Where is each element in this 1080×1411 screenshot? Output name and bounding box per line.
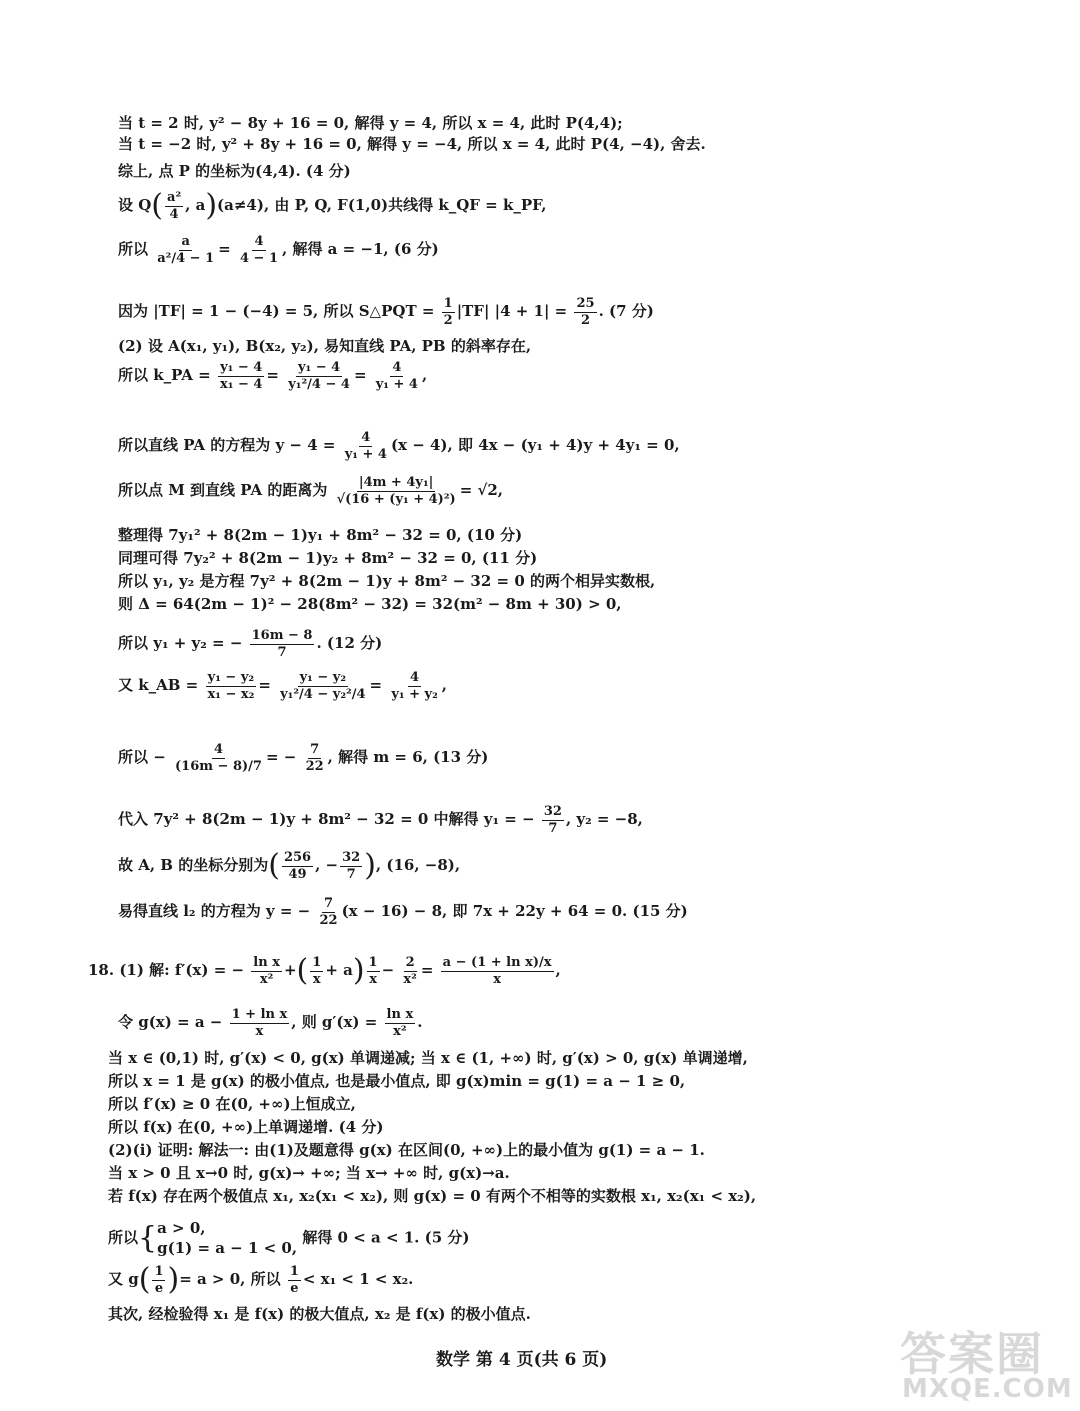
fraction: $\frac{16m - 8}{7}$ xyxy=(251,628,313,660)
text-line: 代入 7y² + 8(2m − 1)y + 8m² − 32 = 0 中解得 y₁ = − $\frac{32}{7}$ , y₂ = −8, xyxy=(118,804,643,836)
fraction: $\frac{\text{y₁ − 4}}{\text{x₁ − 4}}$ xyxy=(219,360,263,392)
text-line: 故 A, B 的坐标分别为( $\frac{256}{49}$ , − $\frac{32}{7}$ ), (16, −8), xyxy=(118,848,461,884)
fraction: $\frac{25}{2}$ xyxy=(576,296,595,328)
text-line: 所以 − $\frac{4}{(16m - 8)/7}$ = − $\frac{7}{22}$ , 解得 m = 6, (13 分) xyxy=(118,742,489,774)
text-line: 因为 |TF| = 1 − (−4) = 5, 所以 S△PQT = $\frac{1}{2}$ |TF| |4 + 1| = $\frac{25}{2}$ . (7 分) xyxy=(118,296,654,328)
text-line: 当 t = 2 时, y² − 8y + 16 = 0, 解得 y = 4, 所以 x = 4, 此时 P(4,4); xyxy=(118,114,623,132)
text-line: (2)(i) 证明: 解法一: 由(1)及题意得 g(x) 在区间(0, +∞)上的最小值为 g(1) = a − 1. xyxy=(108,1141,705,1159)
fraction: $\frac{a}{\text{a²/4 − 1}}$ xyxy=(157,234,215,266)
fraction: $\frac{1}{e}$ xyxy=(289,1264,299,1296)
fraction: $\frac{1}{x}$ xyxy=(312,955,322,987)
text-line: 所以点 M 到直线 PA 的距离为 $\frac{\text{|4m + 4y₁|}}{\text{√(16 + (y₁ + 4)²)}}$ = √2, xyxy=(118,475,503,507)
fraction: $\frac{4}{\text{y₁ + 4}}$ xyxy=(344,430,387,462)
fraction: $\frac{32}{7}$ xyxy=(342,850,361,882)
text-line: 当 x ∈ (0,1) 时, g′(x) < 0, g(x) 单调递减; 当 x ∈ (1, +∞) 时, g′(x) > 0, g(x) 单调递增, xyxy=(108,1049,748,1067)
fraction: $\frac{4}{(16m - 8)/7}$ xyxy=(175,742,262,774)
fraction: $\frac{\text{ln x}}{\text{x²}}$ xyxy=(253,955,280,987)
text-line: 所以 y₁ + y₂ = − $\frac{16m - 8}{7}$ . (12 分) xyxy=(118,628,383,660)
fraction: $\frac{\text{y₁ − 4}}{\text{y₁²/4 − 4}}$ xyxy=(288,360,350,392)
text-line: 所以 $\frac{a}{\text{a²/4 − 1}}$ = $\frac{4}{4 - 1}$ , 解得 a = −1, (6 分) xyxy=(118,234,439,266)
text-line: 当 t = −2 时, y² + 8y + 16 = 0, 解得 y = −4, 所以 x = 4, 此时 P(4, −4), 舍去. xyxy=(118,135,706,153)
watermark-text: 答案圈 xyxy=(900,1327,1044,1381)
text-line: 则 Δ = 64(2m − 1)² − 28(8m² − 32) = 32(m² − 8m + 30) > 0, xyxy=(118,595,622,613)
text-line: 所以直线 PA 的方程为 y − 4 = $\frac{4}{\text{y₁ + 4}}$ (x − 4), 即 4x − (y₁ + 4)y + 4y₁ = 0, xyxy=(118,430,680,462)
text-line: 18. (1) 解: f′(x) = − $\frac{\text{ln x}}{\text{x²}}$ +( $\frac{1}{x}$ + a) $\frac{1}{x}$ − $\frac{2}{\text{x²}}$ = $\frac{\text{a − (1 + ln x)/x}}{x}$ , xyxy=(88,953,561,989)
text-line: 同理可得 7y₂² + 8(2m − 1)y₂ + 8m² − 32 = 0, (11 分) xyxy=(118,549,538,567)
fraction: $\frac{4}{\text{y₁ + y₂}}$ xyxy=(391,670,438,702)
fraction: $\frac{1}{2}$ xyxy=(443,296,453,328)
fraction: $\frac{1}{e}$ xyxy=(154,1264,164,1296)
fraction: $\frac{\text{a − (1 + ln x)/x}}{x}$ xyxy=(442,955,552,987)
fraction: $\frac{4}{\text{y₁ + 4}}$ xyxy=(375,360,418,392)
fraction: $\frac{256}{49}$ xyxy=(283,850,312,882)
fraction: $\frac{7}{22}$ xyxy=(319,896,338,928)
page-footer: 数学 第 4 页(共 6 页) xyxy=(436,1350,608,1370)
fraction: $\frac{\text{1 + ln x}}{x}$ xyxy=(231,1007,288,1039)
text-line: 又 g( $\frac{1}{e}$ )= a > 0, 所以 $\frac{1}{e}$ < x₁ < 1 < x₂. xyxy=(108,1262,414,1298)
fraction: $\frac{2}{\text{x²}}$ xyxy=(403,955,417,987)
fraction: $\frac{32}{7}$ xyxy=(543,804,562,836)
text-line: 设 Q( $\frac{\text{a²}}{4}$ , a)(a≠4), 由 P, Q, F(1,0)共线得 k_QF = k_PF, xyxy=(118,188,547,224)
text-line: (2) 设 A(x₁, y₁), B(x₂, y₂), 易知直线 PA, PB 的斜率存在, xyxy=(118,337,532,355)
fraction: $\frac{4}{4 - 1}$ xyxy=(239,234,278,266)
text-line: 所以 f(x) 在(0, +∞)上单调递增. (4 分) xyxy=(108,1118,384,1136)
watermark-logo xyxy=(900,1318,1073,1408)
fraction: $\frac{7}{22}$ xyxy=(305,742,324,774)
fraction: $\frac{\text{ln x}}{\text{x²}}$ xyxy=(386,1007,414,1039)
text-line: 所以 x = 1 是 g(x) 的极小值点, 也是最小值点, 即 g(x)min = g(1) = a − 1 ≥ 0, xyxy=(108,1072,686,1090)
text-line: 其次, 经检验得 x₁ 是 f(x) 的极大值点, x₂ 是 f(x) 的极小值点. xyxy=(108,1305,531,1323)
fraction: $\frac{\text{y₁ − y₂}}{\text{y₁²/4 − y₂²/4}}$ xyxy=(280,670,366,702)
fraction: $\frac{\text{|4m + 4y₁|}}{\text{√(16 + (y₁ + 4)²)}}$ xyxy=(336,475,456,507)
text-line: 若 f(x) 存在两个极值点 x₁, x₂(x₁ < x₂), 则 g(x) = 0 有两个不相等的实数根 x₁, x₂(x₁ < x₂), xyxy=(108,1187,757,1205)
text-line: 整理得 7y₁² + 8(2m − 1)y₁ + 8m² − 32 = 0, (10 分) xyxy=(118,526,523,544)
text-line: 所以 y₁, y₂ 是方程 7y² + 8(2m − 1)y + 8m² − 32 = 0 的两个相异实数根, xyxy=(118,572,656,590)
text-line: 所以{ a > 0, g(1) = a − 1 < 0, 解得 0 < a < 1. (5 分) xyxy=(108,1219,470,1258)
fraction: $\frac{\text{a²}}{4}$ xyxy=(167,190,182,222)
case-system: a > 0, g(1) = a − 1 < 0, xyxy=(157,1219,298,1258)
fraction: $\frac{1}{x}$ xyxy=(368,955,378,987)
text-line: 综上, 点 P 的坐标为(4,4). (4 分) xyxy=(118,162,351,180)
text-line: 又 k_AB = $\frac{\text{y₁ − y₂}}{\text{x₁ − x₂}}$ = $\frac{\text{y₁ − y₂}}{\text{y₁²/4 − y₂²/4}}$ = $\frac{4}{\text{y₁ + y₂}}$ , xyxy=(118,670,448,702)
text-line: 易得直线 l₂ 的方程为 y = − $\frac{7}{22}$ (x − 16) − 8, 即 7x + 22y + 64 = 0. (15 分) xyxy=(118,896,688,928)
text-line: 所以 k_PA = $\frac{\text{y₁ − 4}}{\text{x₁ − 4}}$ = $\frac{\text{y₁ − 4}}{\text{y₁²/4 − 4}}$ = $\frac{4}{\text{y₁ + 4}}$ , xyxy=(118,360,428,392)
text-line: 所以 f′(x) ≥ 0 在(0, +∞)上恒成立, xyxy=(108,1095,356,1113)
text-line: 令 g(x) = a − $\frac{\text{1 + ln x}}{x}$ , 则 g′(x) = $\frac{\text{ln x}}{\text{x²}}$ . xyxy=(118,1007,423,1039)
text-line: 当 x > 0 且 x→0 时, g(x)→ +∞; 当 x→ +∞ 时, g(x)→a. xyxy=(108,1164,510,1182)
fraction: $\frac{\text{y₁ − y₂}}{\text{x₁ − x₂}}$ xyxy=(207,670,255,702)
watermark-url: MXQE.COM xyxy=(902,1374,1073,1404)
